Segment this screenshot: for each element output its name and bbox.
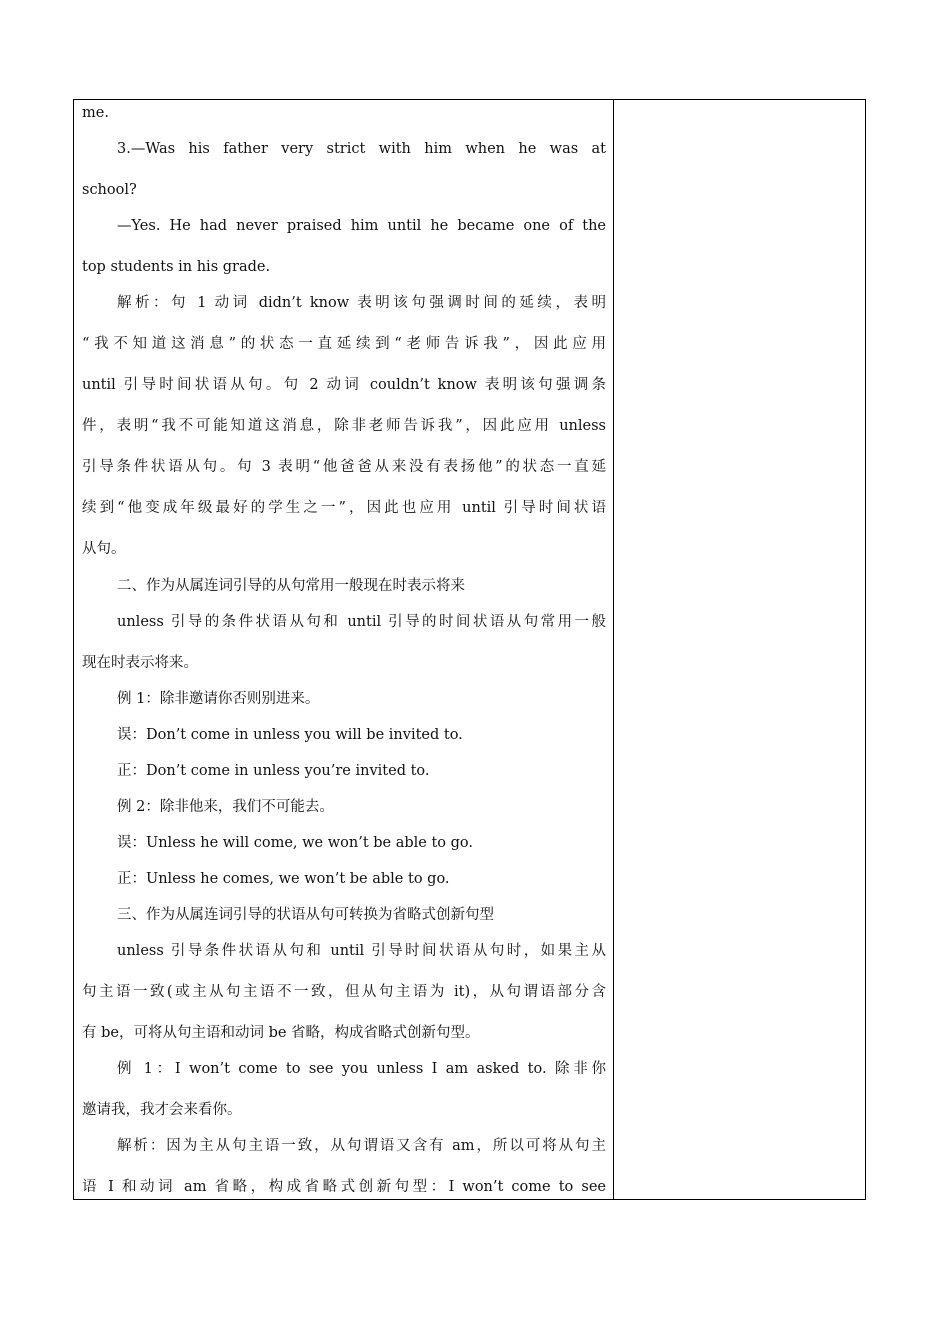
section-heading: 三、作为从属连词引导的状语从句可转换为省略式创新句型 [117, 907, 494, 923]
text-line: 例 1：I won’t come to see you unless I am asked to. 除非你 [117, 1061, 606, 1077]
content-cell [74, 100, 614, 1199]
text-line: 正：Unless he comes, we won’t be able to go. [117, 871, 450, 887]
text-line: unless 引导条件状语从句和 until 引导时间状语从句时，如果主从 [117, 943, 606, 959]
text-line: 误：Unless he will come, we won’t be able to go. [117, 835, 474, 851]
text-line: 有 be，可将从句主语和动词 be 省略，构成省略式创新句型。 [82, 1025, 480, 1041]
text-line: 3.—Was his father very strict with him when he was at [117, 141, 606, 157]
text-line: 例 1：除非邀请你否则别进来。 [117, 691, 320, 707]
text-line: 误：Don’t come in unless you will be invited to. [117, 727, 463, 743]
text-line: 邀请我，我才会来看你。 [82, 1102, 242, 1118]
text-line: 例 2：除非他来，我们不可能去。 [117, 799, 334, 815]
text-line: top students in his grade. [82, 259, 271, 275]
text-line: 语 I 和动词 am 省略，构成省略式创新句型：I won’t come to see [82, 1179, 606, 1195]
text-line: —Yes. He had never praised him until he became one of the [117, 218, 606, 234]
document-table [73, 99, 866, 1200]
text-line: 解析：句 1 动词 didn’t know 表明该句强调时间的延续，表明 [117, 295, 606, 311]
text-line: 句主语一致(或主从句主语不一致，但从句主语为 it)，从句谓语部分含 [82, 984, 606, 1000]
text-line: “我不知道这消息”的状态一直延续到“老师告诉我”，因此应用 [82, 336, 606, 352]
text-line: 件，表明“我不可能知道这消息，除非老师告诉我”，因此应用 unless [82, 418, 606, 434]
section-heading: 二、作为从属连词引导的从句常用一般现在时表示将来 [117, 578, 465, 594]
text-line: me. [82, 105, 109, 121]
text-line: 解析：因为主从句主语一致，从句谓语又含有 am，所以可将从句主 [117, 1138, 606, 1154]
text-line: 正：Don’t come in unless you’re invited to. [117, 763, 430, 779]
text-line: unless 引导的条件状语从句和 until 引导的时间状语从句常用一般 [117, 614, 606, 630]
text-line: until 引导时间状语从句。句 2 动词 couldn’t know 表明该句强调条 [82, 377, 606, 393]
notes-cell [614, 100, 865, 1199]
text-line: 引导条件状语从句。句 3 表明“他爸爸从来没有表扬他”的状态一直延 [82, 459, 606, 475]
text-line: 从句。 [82, 541, 126, 557]
text-line: 现在时表示将来。 [82, 655, 198, 671]
text-line: school? [82, 182, 137, 198]
text-line: 续到“他变成年级最好的学生之一”，因此也应用 until 引导时间状语 [82, 500, 606, 516]
